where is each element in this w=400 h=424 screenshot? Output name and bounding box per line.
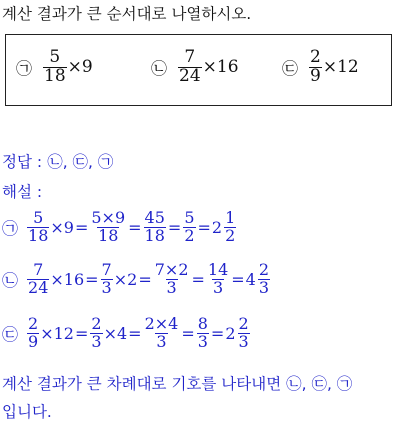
numerator: 2 xyxy=(238,314,249,333)
numerator: 45 xyxy=(144,208,165,227)
denominator: 3 xyxy=(197,331,208,351)
mixed-number xyxy=(225,316,250,351)
fraction xyxy=(224,210,236,245)
denominator: 18 xyxy=(44,65,66,86)
whole-part: 2 xyxy=(225,323,236,343)
operation: ×16 xyxy=(202,57,239,78)
fraction xyxy=(90,210,126,245)
item-c xyxy=(282,49,359,86)
numerator: 2 xyxy=(258,260,270,279)
denominator: 3 xyxy=(258,277,270,297)
circle-mark-c: ㉢ xyxy=(2,324,19,344)
denominator: 3 xyxy=(212,277,224,297)
fraction xyxy=(43,49,67,86)
numerator: 5 xyxy=(184,208,195,227)
whole-part: 4 xyxy=(245,269,256,289)
circle-mark-c: ㉢ xyxy=(282,58,299,78)
circle-mark-b: ㉡ xyxy=(2,270,19,290)
numerator: 5×9 xyxy=(91,208,126,227)
whole-part: 2 xyxy=(211,217,223,237)
multiplier: ×2 xyxy=(113,269,138,289)
denominator: 18 xyxy=(98,225,119,245)
multiplier: ×12 xyxy=(40,323,74,343)
item-b xyxy=(151,49,239,86)
question-text: 계산 결과가 큰 순서대로 나열하시오. xyxy=(2,5,252,23)
fraction xyxy=(207,262,229,297)
fraction xyxy=(27,316,39,351)
problem-box xyxy=(5,34,392,106)
numerator: 1 xyxy=(225,208,236,227)
numerator: 7 xyxy=(101,260,112,279)
fraction xyxy=(178,49,202,86)
equals: = xyxy=(231,269,245,289)
denominator: 2 xyxy=(184,225,195,245)
fraction xyxy=(154,262,190,297)
numerator: 7 xyxy=(33,260,44,279)
conclusion-text: 계산 결과가 큰 차례대로 기호를 나타내면 ㉡, ㉢, ㉠ xyxy=(2,375,353,393)
denominator: 3 xyxy=(238,331,249,351)
denominator: 3 xyxy=(166,277,177,297)
numerator: 5 xyxy=(49,47,61,67)
denominator: 2 xyxy=(225,225,236,245)
operation: ×9 xyxy=(67,57,93,78)
numerator: 2 xyxy=(91,314,102,333)
solution-row-a xyxy=(2,210,237,245)
answer-label: 정답 : xyxy=(2,153,43,171)
circle-mark-a: ㉠ xyxy=(16,58,33,78)
operation: ×12 xyxy=(322,57,359,78)
denominator: 3 xyxy=(101,277,112,297)
denominator: 3 xyxy=(91,331,102,351)
equals: = xyxy=(138,269,152,289)
equals: = xyxy=(197,217,211,237)
fraction xyxy=(90,316,102,351)
numerator: 7×2 xyxy=(154,260,189,279)
conclusion-line-2 xyxy=(2,400,52,422)
mixed-number xyxy=(212,210,237,245)
multiplier: ×9 xyxy=(50,217,74,237)
numerator: 14 xyxy=(207,260,229,279)
equals: = xyxy=(191,269,205,289)
answer-value: ㉡, ㉢, ㉠ xyxy=(47,153,114,171)
numerator: 2×4 xyxy=(144,314,179,333)
numerator: 8 xyxy=(197,314,208,333)
fraction xyxy=(197,316,209,351)
denominator: 18 xyxy=(28,225,49,245)
equals: = xyxy=(74,323,89,343)
equals: = xyxy=(210,323,225,343)
denominator: 24 xyxy=(28,277,49,297)
fraction xyxy=(27,262,49,297)
denominator: 24 xyxy=(179,65,201,86)
explanation-heading xyxy=(2,180,42,202)
equals: = xyxy=(85,269,99,289)
numerator: 2 xyxy=(310,47,321,67)
fraction xyxy=(101,262,113,297)
numerator: 2 xyxy=(28,314,39,333)
fraction xyxy=(258,262,270,297)
equals: = xyxy=(128,323,142,343)
fraction xyxy=(144,316,180,351)
numerator: 5 xyxy=(33,208,44,227)
fraction xyxy=(27,210,49,245)
denominator: 9 xyxy=(310,65,321,86)
conclusion-line-1 xyxy=(2,372,352,394)
equals: = xyxy=(74,217,89,237)
numerator: 7 xyxy=(184,47,196,67)
equals: = xyxy=(181,323,195,343)
fraction xyxy=(238,316,250,351)
denominator: 9 xyxy=(28,331,39,351)
mixed-number xyxy=(246,262,271,297)
multiplier: ×4 xyxy=(103,323,128,343)
fraction xyxy=(309,49,322,86)
denominator: 3 xyxy=(156,331,167,351)
solution-row-b xyxy=(2,262,271,297)
fraction xyxy=(183,210,195,245)
circle-mark-a: ㉠ xyxy=(2,218,19,238)
solution-row-c xyxy=(2,316,251,351)
answer-line xyxy=(2,150,113,172)
explanation-label: 해설 : xyxy=(2,183,43,201)
multiplier: ×16 xyxy=(50,269,85,289)
conclusion-text-end: 입니다. xyxy=(2,403,52,421)
equals: = xyxy=(167,217,182,237)
equals: = xyxy=(128,217,142,237)
circle-mark-b: ㉡ xyxy=(151,58,168,78)
item-a xyxy=(16,49,93,86)
denominator: 18 xyxy=(144,225,165,245)
fraction xyxy=(144,210,166,245)
